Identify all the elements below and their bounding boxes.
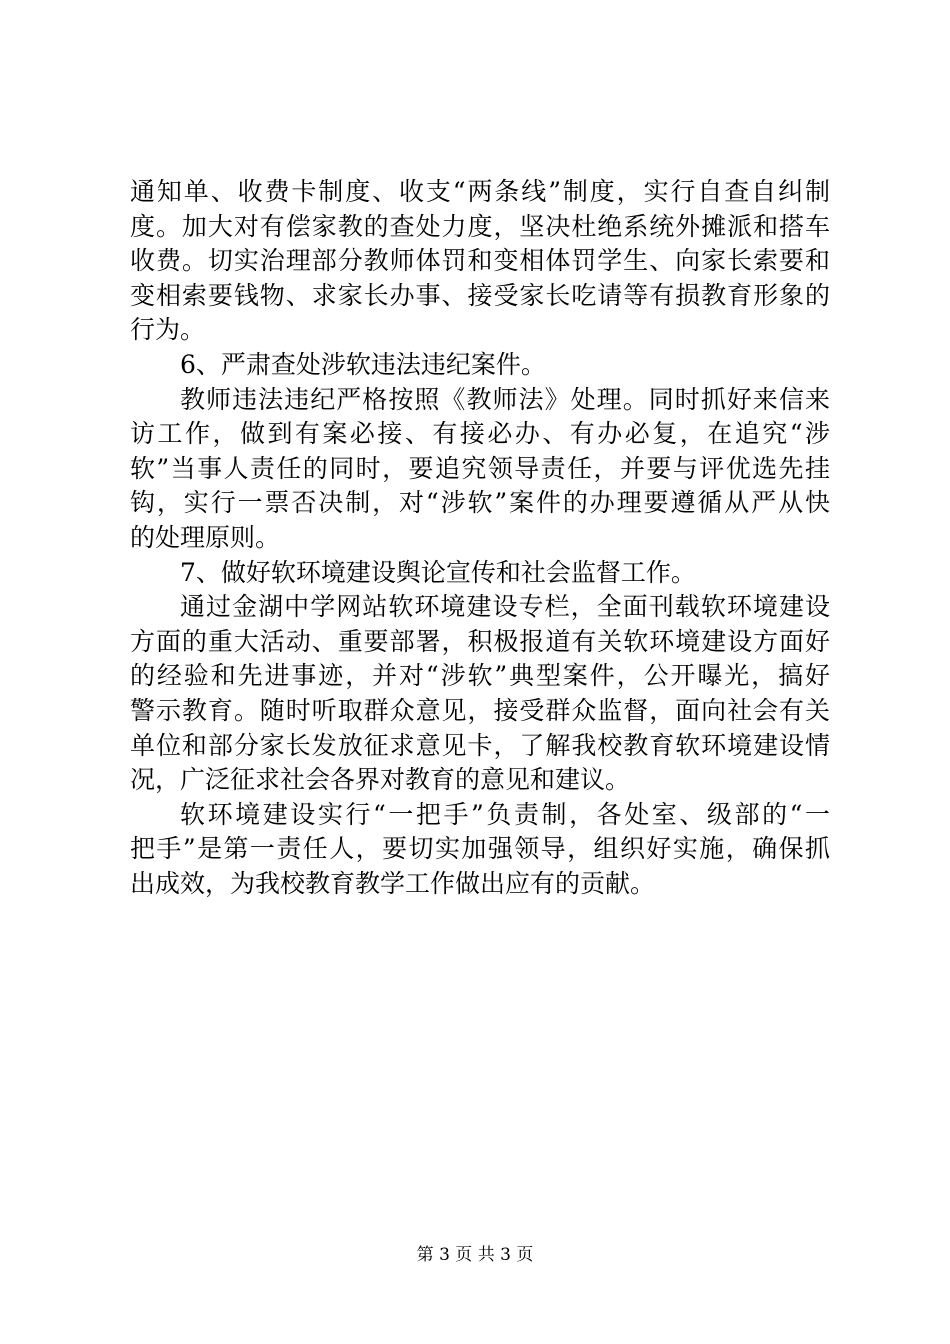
text-line: 钩，实行一票否决制，对“涉软”案件的办理要遵循从严从快 [130, 488, 830, 518]
text-line: 把手”是第一责任人，要切实加强领导，组织好实施，确保抓 [130, 834, 830, 864]
text-line: 的处理原则。 [130, 522, 281, 552]
text-line: 变相索要钱物、求家长办事、接受家长吃请等有损教育形象的 [130, 280, 830, 310]
text-line: 出成效，为我校教育教学工作做出应有的贡献。 [130, 868, 656, 898]
text-line: 警示教育。随时听取群众意见，接受群众监督，面向社会有关 [130, 695, 830, 725]
text-line: 度。加大对有偿家教的查处力度，坚决杜绝系统外摊派和搭车 [130, 211, 830, 241]
section-heading: 7、做好软环境建设舆论宣传和社会监督工作。 [180, 557, 696, 587]
section-heading: 6、严肃查处涉软违法违纪案件。 [180, 349, 546, 379]
text-line: 通知单、收费卡制度、收支“两条线”制度，实行自查自纠制 [130, 177, 830, 206]
text-line: 收费。切实治理部分教师体罚和变相体罚学生、向家长索要和 [130, 246, 830, 276]
text-line: 的经验和先进事迹，并对“涉软”典型案件，公开曝光，搞好 [130, 661, 830, 691]
text-line: 单位和部分家长发放征求意见卡，了解我校教育软环境建设情 [130, 730, 830, 760]
text-line: 软环境建设实行“一把手”负责制，各处室、级部的“一 [180, 799, 830, 829]
text-line: 教师违法违纪严格按照《教师法》处理。同时抓好来信来 [180, 384, 830, 414]
text-line: 行为。 [130, 315, 206, 345]
text-line: 方面的重大活动、重要部署，积极报道有关软环境建设方面好 [130, 626, 830, 656]
text-line: 访工作，做到有案必接、有接必办、有办必复，在追究“涉 [130, 419, 830, 449]
document-body [130, 175, 830, 901]
text-line: 软”当事人责任的同时，要追究领导责任，并要与评优选先挂 [130, 453, 830, 483]
page-number-footer: 第 3 页 共 3 页 [416, 1245, 534, 1265]
text-line: 况，广泛征求社会各界对教育的意见和建议。 [130, 765, 631, 795]
text-line: 通过金湖中学网站软环境建设专栏，全面刊载软环境建设 [180, 592, 830, 622]
